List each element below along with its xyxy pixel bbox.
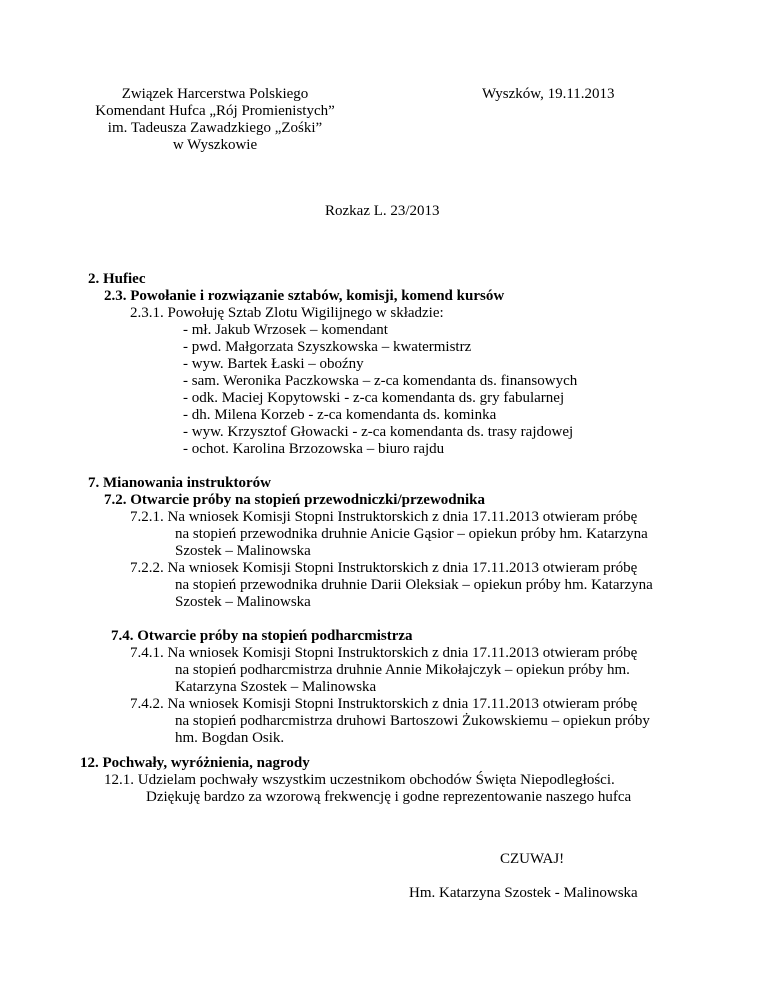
section-2-heading: 2. Hufiec (88, 271, 146, 287)
item-7-2-2-line: 7.2.2. Na wniosek Komisji Stopni Instruktorskich z dnia 17.11.2013 otwieram próbę (130, 560, 638, 576)
section-7-2-heading: 7.2. Otwarcie próby na stopień przewodniczki/przewodnika (104, 492, 485, 508)
org-line-2: Komendant Hufca „Rój Promienistych” (95, 103, 335, 119)
org-line-3: im. Tadeusza Zawadzkiego „Zośki” (107, 120, 323, 136)
item-12-1-line: Dziękuję bardzo za wzorową frekwencję i godne reprezentowanie naszego hufca (146, 789, 632, 805)
item-7-2-1-line: Szostek – Malinowska (175, 543, 311, 559)
order-title: Rozkaz L. 23/2013 (325, 203, 440, 219)
staff-member: - dh. Milena Korzeb - z-ca komendanta ds. kominka (183, 407, 497, 423)
org-line-4: w Wyszkowie (172, 137, 258, 153)
item-7-2-2-line: Szostek – Malinowska (175, 594, 311, 610)
staff-member: - odk. Maciej Kopytowski - z-ca komendanta ds. gry fabularnej (183, 390, 565, 406)
staff-member: - pwd. Małgorzata Szyszkowska – kwatermistrz (183, 339, 472, 355)
closing-motto: CZUWAJ! (500, 851, 565, 867)
item-7-4-2-line: 7.4.2. Na wniosek Komisji Stopni Instruktorskich z dnia 17.11.2013 otwieram próbę (130, 696, 638, 712)
item-7-4-1-line: na stopień podharcmistrza druhnie Annie Mikołajczyk – opiekun próby hm. (175, 662, 630, 678)
item-12-1-line: 12.1. Udzielam pochwały wszystkim uczestnikom obchodów Święta Niepodległości. (104, 772, 615, 788)
section-12-heading: 12. Pochwały, wyróżnienia, nagrody (80, 755, 310, 771)
item-7-4-2-line: na stopień podharcmistrza druhowi Bartoszowi Żukowskiemu – opiekun próby (175, 713, 650, 729)
staff-member: - wyw. Krzysztof Głowacki - z-ca komendanta ds. trasy rajdowej (183, 424, 574, 440)
item-2-3-1-intro: 2.3.1. Powołuję Sztab Zlotu Wigilijnego w składzie: (130, 305, 444, 321)
section-2-3-heading: 2.3. Powołanie i rozwiązanie sztabów, komisji, komend kursów (104, 288, 505, 304)
item-7-2-2-line: na stopień przewodnika druhnie Darii Oleksiak – opiekun próby hm. Katarzyna (175, 577, 653, 593)
place-date: Wyszków, 19.11.2013 (482, 86, 615, 102)
item-7-4-1-line: 7.4.1. Na wniosek Komisji Stopni Instruktorskich z dnia 17.11.2013 otwieram próbę (130, 645, 638, 661)
staff-member: - ochot. Karolina Brzozowska – biuro rajdu (183, 441, 445, 457)
org-line-1: Związek Harcerstwa Polskiego (121, 86, 309, 102)
signature: Hm. Katarzyna Szostek - Malinowska (409, 885, 638, 901)
section-7-heading: 7. Mianowania instruktorów (88, 475, 271, 491)
item-7-2-1-line: 7.2.1. Na wniosek Komisji Stopni Instruktorskich z dnia 17.11.2013 otwieram próbę (130, 509, 638, 525)
item-7-2-1-line: na stopień przewodnika druhnie Anicie Gąsior – opiekun próby hm. Katarzyna (175, 526, 648, 542)
staff-member: - sam. Weronika Paczkowska – z-ca komendanta ds. finansowych (183, 373, 578, 389)
item-7-4-1-line: Katarzyna Szostek – Malinowska (175, 679, 377, 695)
organization-header (80, 86, 350, 154)
staff-member: - mł. Jakub Wrzosek – komendant (183, 322, 388, 338)
item-7-4-2-line: hm. Bogdan Osik. (175, 730, 285, 746)
section-7-4-heading: 7.4. Otwarcie próby na stopień podharcmistrza (111, 628, 413, 644)
staff-member: - wyw. Bartek Łaski – oboźny (183, 356, 364, 372)
